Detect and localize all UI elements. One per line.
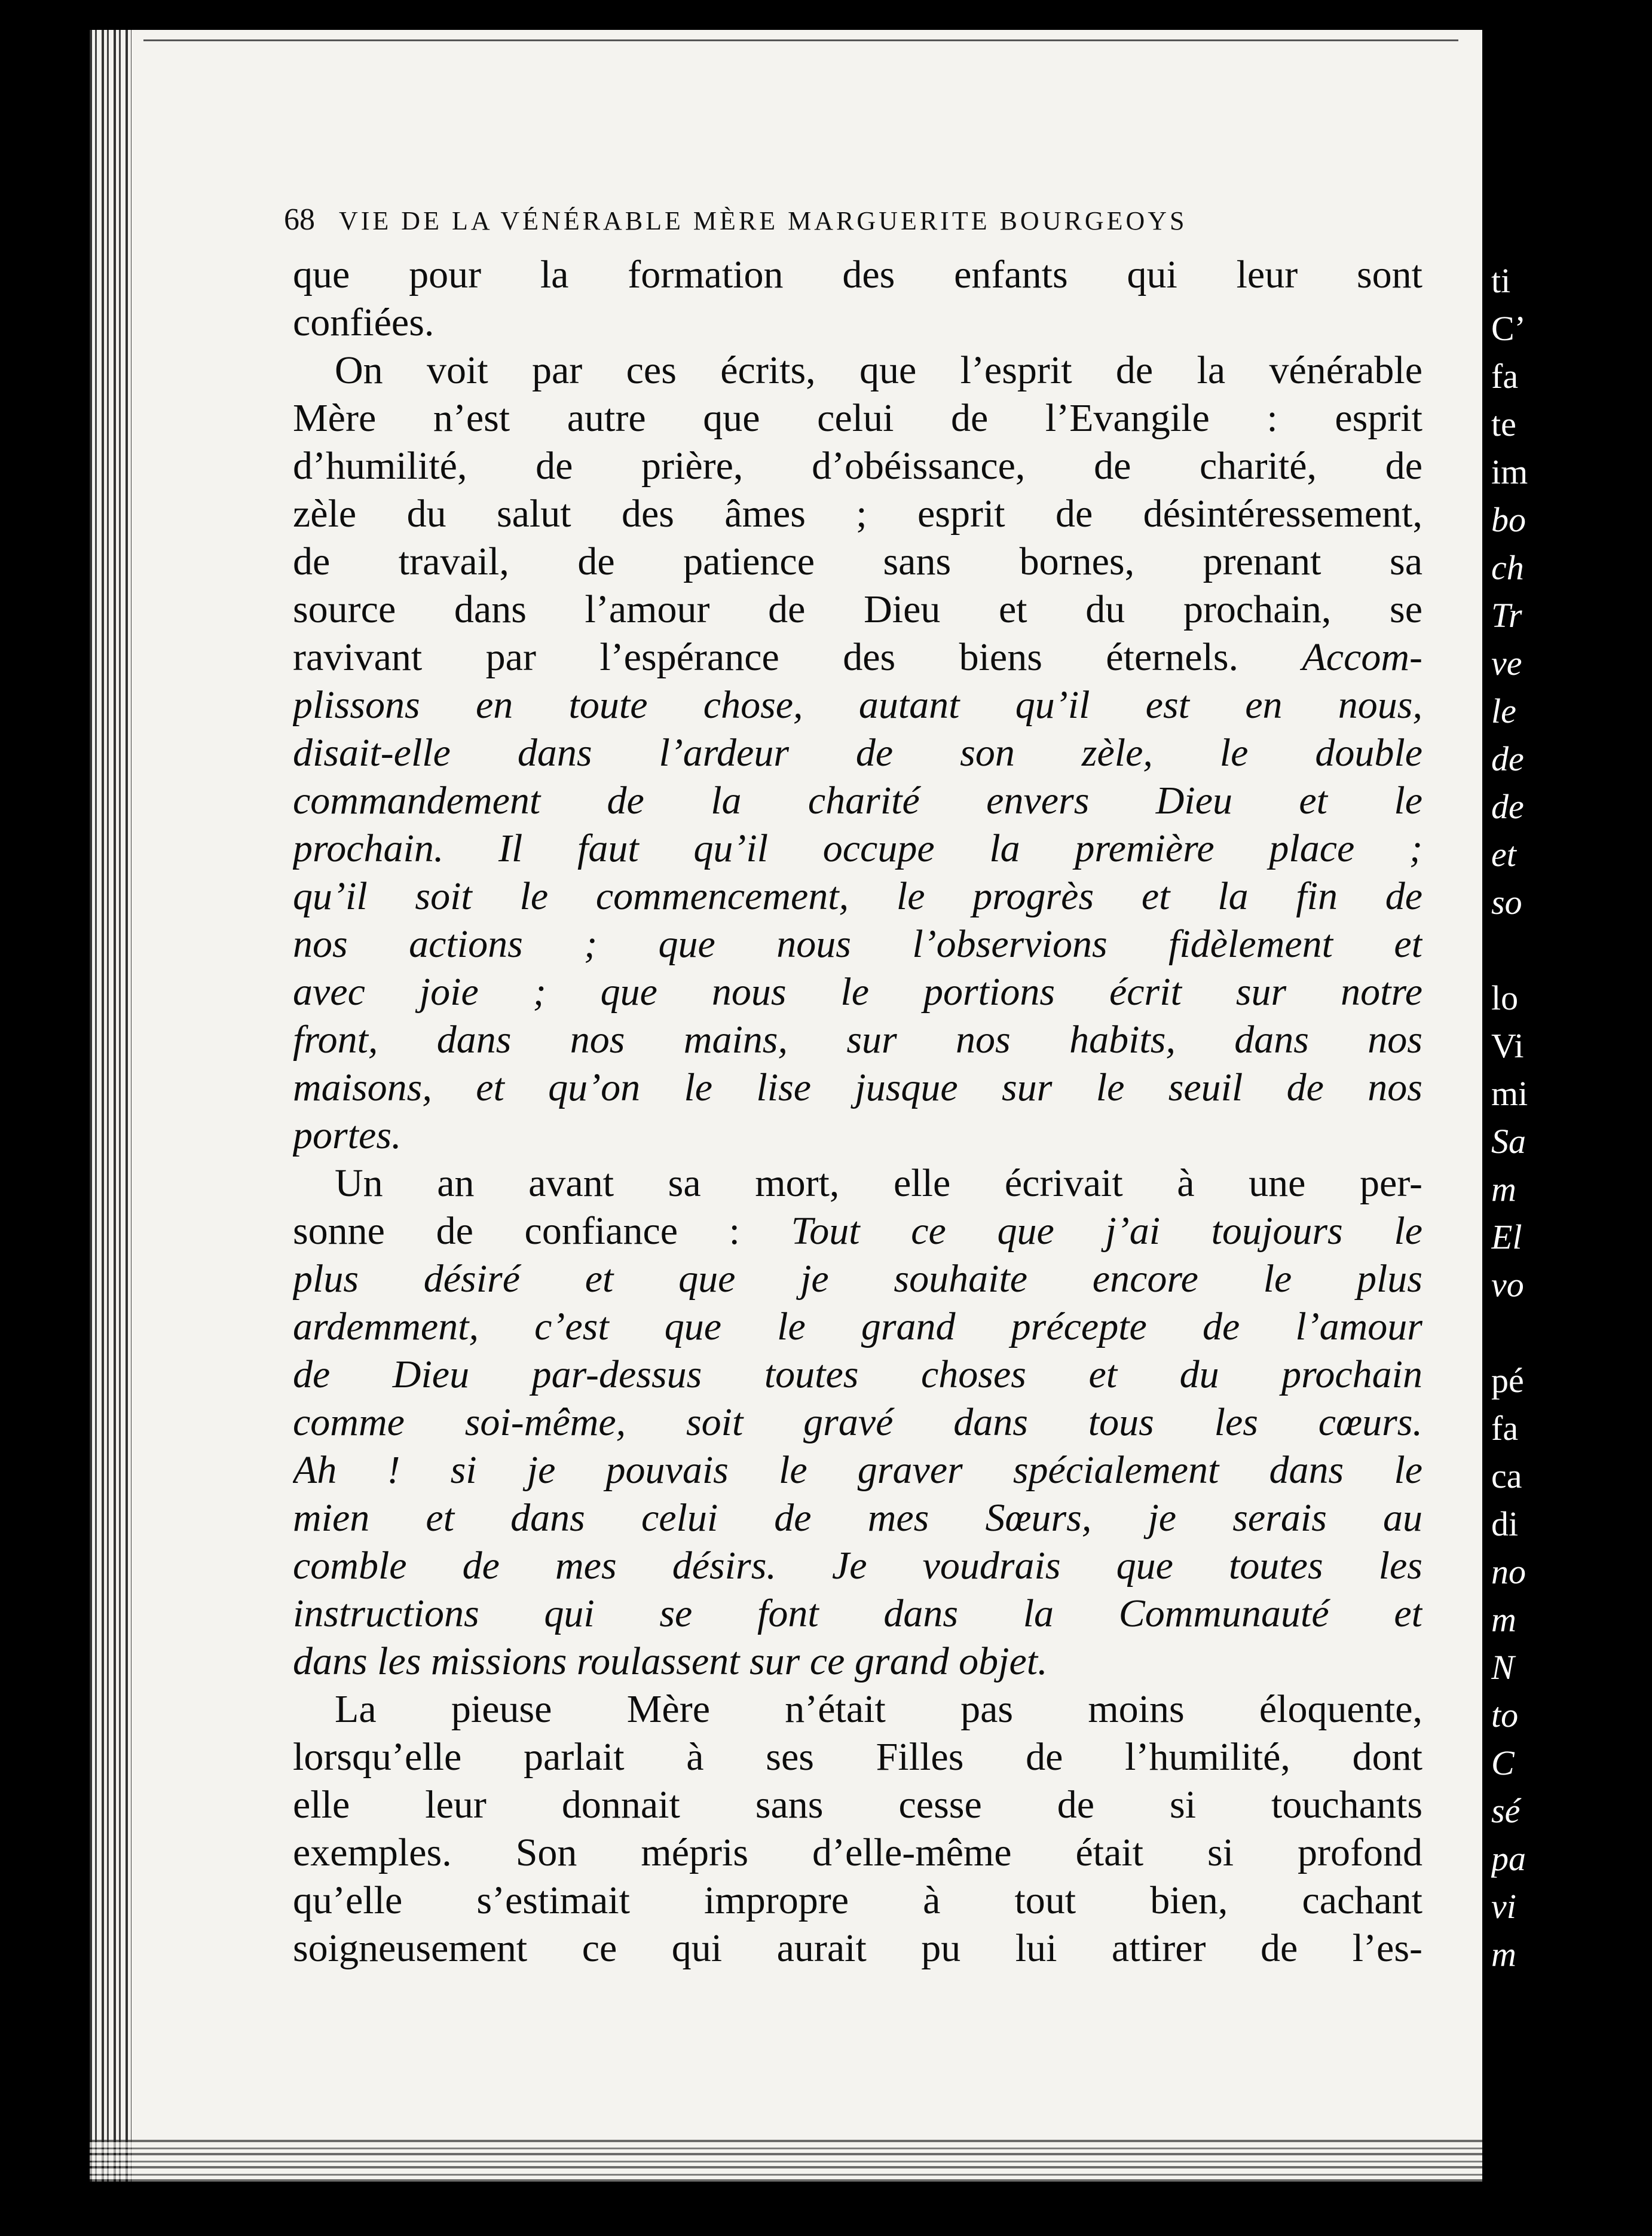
text-line: plissons en toute chose, autant qu’il est en nous, — [293, 683, 1422, 727]
text-line: que pour la formation des enfants qui leur sont — [293, 253, 1422, 296]
text-line: prochain. Il faut qu’il occupe la première place ; — [293, 827, 1422, 870]
adjacent-fragment: ca — [1491, 1457, 1522, 1495]
adjacent-fragment: de — [1491, 739, 1524, 778]
page-number: 68 — [284, 203, 315, 237]
adjacent-fragment: N — [1491, 1648, 1515, 1687]
adjacent-fragment: lo — [1491, 978, 1519, 1017]
adjacent-fragment: m — [1491, 1935, 1516, 1974]
adjacent-fragment: Tr — [1491, 596, 1522, 635]
text-line: On voit par ces écrits, que l’esprit de la vénérable — [335, 348, 1422, 392]
text-line: Ah ! si je pouvais le graver spécialement dans le — [293, 1448, 1422, 1492]
text-line: soigneusement ce qui aurait pu lui attirer de l’es- — [293, 1926, 1422, 1970]
adjacent-fragment: ch — [1491, 548, 1524, 587]
page-top-edge — [143, 39, 1458, 41]
text-line: qu’il soit le commencement, le progrès et la fin de — [293, 874, 1422, 918]
text-line-italic: Tout ce que j’ai toujours le — [791, 1209, 1422, 1253]
adjacent-fragment: Sa — [1491, 1122, 1526, 1161]
adjacent-fragment: m — [1491, 1170, 1516, 1209]
text-line: de travail, de patience sans bornes, prenant sa — [293, 540, 1422, 583]
text-line — [293, 1207, 1422, 1255]
adjacent-fragment: ti — [1491, 261, 1511, 300]
adjacent-fragment — [1491, 926, 1647, 974]
text-line: zèle du salut des âmes ; esprit de désintéressement, — [293, 492, 1422, 536]
adjacent-fragment: sé — [1491, 1791, 1521, 1830]
adjacent-fragment: so — [1491, 883, 1522, 922]
adjacent-fragment: te — [1491, 405, 1516, 443]
adjacent-fragment: El — [1491, 1218, 1522, 1256]
text-line: qu’elle s’estimait impropre à tout bien, cachant — [293, 1879, 1422, 1922]
adjacent-fragment: le — [1491, 692, 1516, 730]
adjacent-fragment: C — [1491, 1743, 1515, 1782]
text-line: La pieuse Mère n’était pas moins éloquente, — [335, 1687, 1422, 1731]
adjacent-fragment: vi — [1491, 1887, 1516, 1926]
text-line: confiées. — [293, 301, 435, 344]
adjacent-fragment: fa — [1491, 1409, 1519, 1448]
adjacent-page-text — [1491, 257, 1647, 1978]
text-line: maisons, et qu’on le lise jusque sur le seuil de nos — [293, 1066, 1422, 1109]
text-line: Un an avant sa mort, elle écrivait à une per- — [335, 1161, 1422, 1205]
text-line: source dans l’amour de Dieu et du prochain, se — [293, 588, 1422, 631]
text-line: instructions qui se font dans la Communauté et — [293, 1592, 1422, 1635]
body-text — [293, 251, 1422, 1972]
text-line: ardemment, c’est que le grand précepte de l’amour — [293, 1305, 1422, 1348]
text-line-italic: Accom- — [1302, 635, 1422, 679]
text-line: dans les missions roulassent sur ce grand objet. — [293, 1639, 1048, 1683]
text-line: commandement de la charité envers Dieu et le — [293, 779, 1422, 822]
text-line — [293, 634, 1422, 681]
adjacent-fragment: C’ — [1491, 309, 1526, 348]
adjacent-fragment: di — [1491, 1504, 1519, 1543]
text-line: nos actions ; que nous l’observions fidèlement et — [293, 922, 1422, 966]
adjacent-fragment: et — [1491, 835, 1516, 874]
text-line: lorsqu’elle parlait à ses Filles de l’humilité, dont — [293, 1735, 1422, 1779]
text-line-roman: ravivant par l’espérance des biens éternels. — [293, 635, 1302, 679]
adjacent-fragment: mi — [1491, 1074, 1528, 1113]
adjacent-fragment: no — [1491, 1552, 1526, 1591]
text-line: comble de mes désirs. Je voudrais que toutes les — [293, 1544, 1422, 1587]
adjacent-fragment: fa — [1491, 357, 1519, 396]
text-line: mien et dans celui de mes Sœurs, je serais au — [293, 1496, 1422, 1540]
running-title: VIE DE LA VÉNÉRABLE MÈRE MARGUERITE BOURGEOYS — [339, 206, 1188, 235]
text-line: de Dieu par-dessus toutes choses et du prochain — [293, 1353, 1422, 1396]
page-binding-edge — [90, 30, 131, 2182]
text-line: portes. — [293, 1114, 402, 1157]
adjacent-fragment — [1491, 1309, 1647, 1357]
adjacent-fragment: bo — [1491, 500, 1526, 539]
adjacent-fragment: vo — [1491, 1265, 1524, 1304]
text-line: elle leur donnait sans cesse de si touchants — [293, 1783, 1422, 1827]
adjacent-fragment: to — [1491, 1696, 1519, 1735]
text-line: avec joie ; que nous le portions écrit sur notre — [293, 970, 1422, 1014]
adjacent-fragment: de — [1491, 787, 1524, 826]
adjacent-fragment: pé — [1491, 1361, 1524, 1400]
text-line: front, dans nos mains, sur nos habits, dans nos — [293, 1018, 1422, 1062]
adjacent-fragment: pa — [1491, 1839, 1526, 1878]
adjacent-fragment: Vi — [1491, 1026, 1524, 1065]
page-bottom-edge — [90, 2140, 1482, 2182]
adjacent-fragment: ve — [1491, 644, 1522, 683]
running-header — [284, 202, 1408, 237]
adjacent-fragment: m — [1491, 1600, 1516, 1639]
text-line: exemples. Son mépris d’elle-même était si profond — [293, 1831, 1422, 1874]
text-line-roman: sonne de confiance : — [293, 1209, 791, 1253]
text-line: comme soi-même, soit gravé dans tous les cœurs. — [293, 1400, 1422, 1444]
text-line: d’humilité, de prière, d’obéissance, de charité, de — [293, 444, 1422, 488]
adjacent-fragment: im — [1491, 452, 1528, 491]
text-line: Mère n’est autre que celui de l’Evangile : esprit — [293, 396, 1422, 440]
text-line: disait-elle dans l’ardeur de son zèle, le double — [293, 731, 1422, 775]
text-line: plus désiré et que je souhaite encore le plus — [293, 1257, 1422, 1301]
